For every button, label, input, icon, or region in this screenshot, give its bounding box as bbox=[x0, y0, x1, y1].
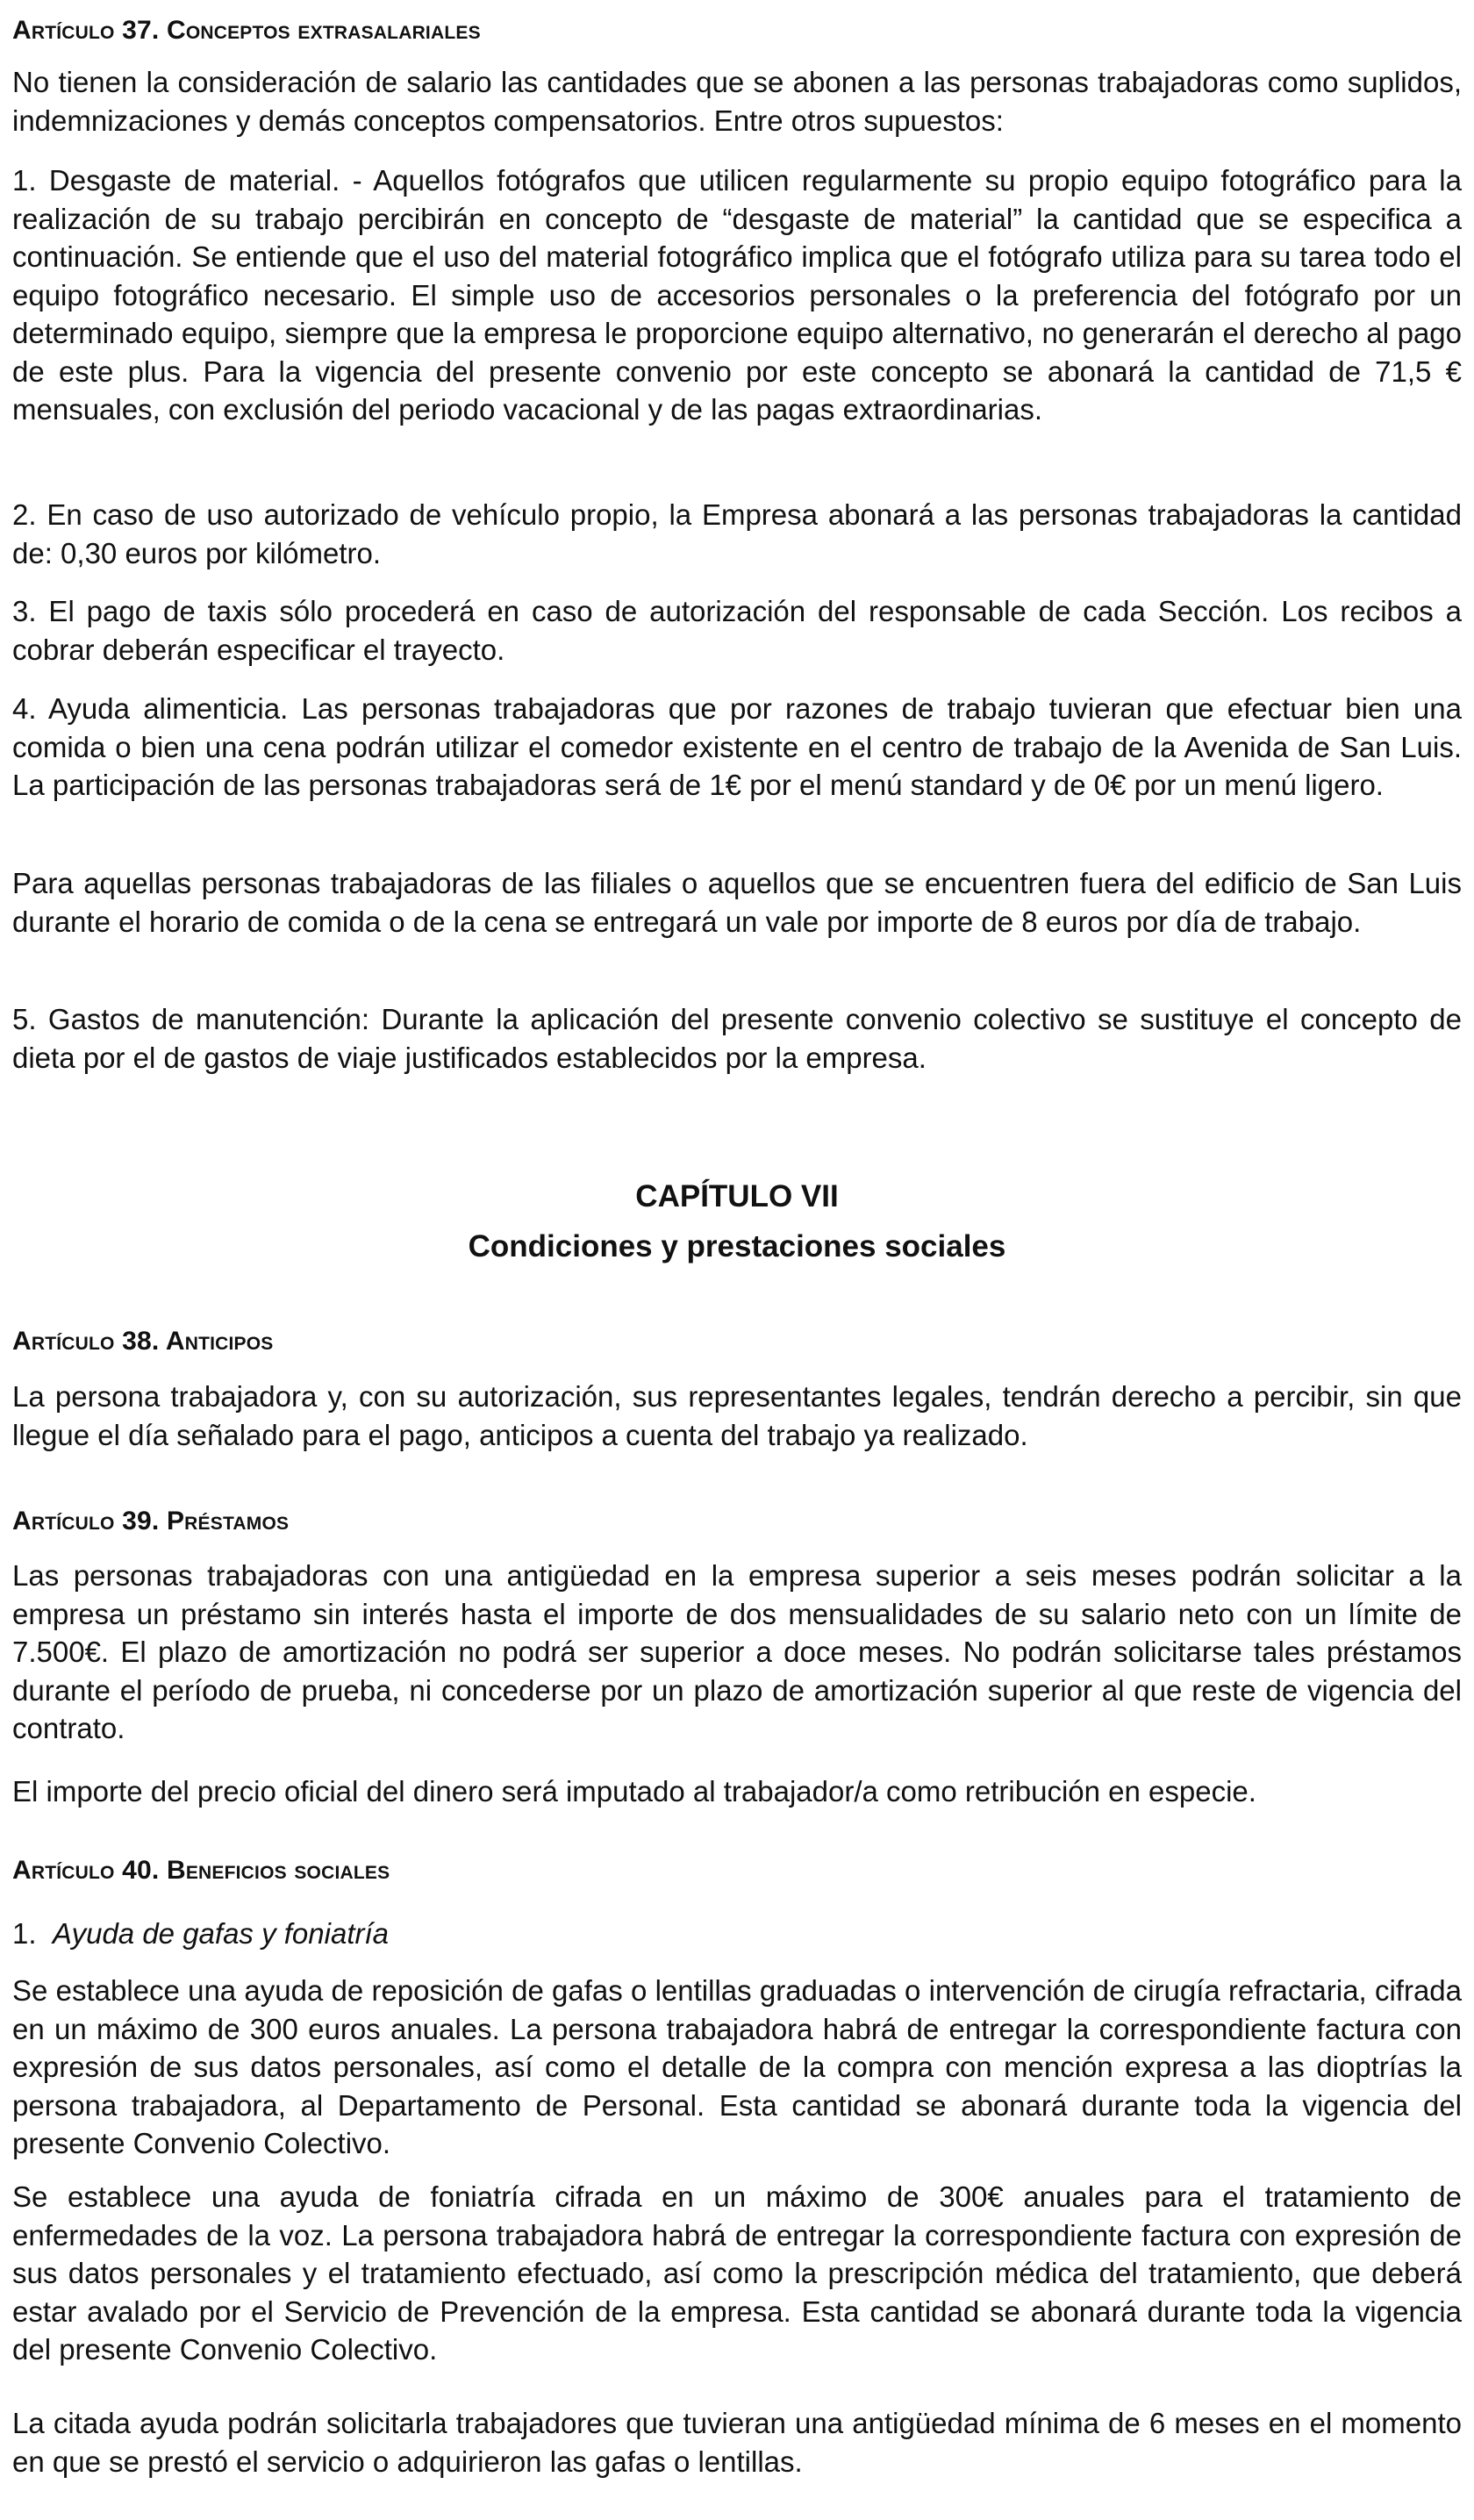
article-37-paragraph-1: No tienen la consideración de salario las cantidades que se abonen a las personas trabajadoras como suplidos, indemnizaciones y demás conceptos compensatorios. Entre otros supuestos: bbox=[12, 66, 1462, 137]
subsection-number: 1. bbox=[12, 1917, 37, 1950]
article-37-item-3: 3. El pago de taxis sólo procederá en caso de autorización del responsable de cada Sección. Los recibos a cobrar deberán especificar el trayecto. bbox=[12, 595, 1462, 666]
article-37-item-4-continuation: Para aquellas personas trabajadoras de las filiales o aquellos que se encuentren fuera del edificio de San Luis durante el horario de comida o de la cena se entregará un vale por importe de 8 euros por día de trabajo. bbox=[12, 867, 1462, 938]
chapter-number: CAPÍTULO VII bbox=[635, 1179, 839, 1213]
article-39-paragraph-2: El importe del precio oficial del dinero será imputado al trabajador/a como retribución en especie. bbox=[12, 1775, 1256, 1808]
article-40-paragraph-2: Se establece una ayuda de foniatría cifrada en un máximo de 300€ anuales para el tratamiento de enfermedades de la voz. La persona trabajadora habrá de entregar la correspondiente factura con expresión de sus datos personales y el tratamiento efectuado, así como la prescripción médica del tratamiento, que deberá estar avalado por el Servicio de Prevención de la empresa. Esta cantidad se abonará durante toda la vigencia del presente Convenio Colectivo. bbox=[12, 2180, 1462, 2366]
article-39-title: Artículo 39. Préstamos bbox=[12, 1507, 290, 1536]
article-39-paragraph-1: Las personas trabajadoras con una antigüedad en la empresa superior a seis meses podrán solicitar a la empresa un préstamo sin interés hasta el importe de dos mensualidades de su salario neto con un límite de 7.500€. El plazo de amortización no podrá ser superior a doce meses. No podrán solicitarse tales préstamos durante el período de prueba, ni concederse por un plazo de amortización superior al que reste de vigencia del contrato. bbox=[12, 1559, 1462, 1744]
article-38-paragraph-1: La persona trabajadora y, con su autorización, sus representantes legales, tendrán derecho a percibir, sin que llegue el día señalado para el pago, anticipos a cuenta del trabajo ya realizado. bbox=[12, 1380, 1462, 1451]
article-37-item-4: 4. Ayuda alimenticia. Las personas trabajadoras que por razones de trabajo tuvieran que efectuar bien una comida o bien una cena podrán utilizar el comedor existente en el centro de trabajo de la Avenida de San Luis. La participación de las personas trabajadoras será de 1€ por el menú standard y de 0€ por un menú ligero. bbox=[12, 692, 1462, 801]
subsection-title: Ayuda de gafas y foniatría bbox=[52, 1917, 390, 1950]
article-40-title: Artículo 40. Beneficios sociales bbox=[12, 1856, 390, 1885]
article-40-subsection-heading bbox=[12, 1917, 389, 1951]
article-37-item-2: 2. En caso de uso autorizado de vehículo propio, la Empresa abonará a las personas trabajadoras la cantidad de: 0,30 euros por kilómetro. bbox=[12, 498, 1462, 569]
article-37-title: Artículo 37. Conceptos extrasalariales bbox=[12, 16, 481, 45]
article-37-item-1: 1. Desgaste de material. - Aquellos fotógrafos que utilicen regularmente su propio equipo fotográfico para la realización de su trabajo percibirán en concepto de “desgaste de material” la cantidad que se especifica a continuación. Se entiende que el uso del material fotográfico implica que el fotógrafo utiliza para su tarea todo el equipo fotográfico necesario. El simple uso de accesorios personales o la preferencia del fotógrafo por un determinado equipo, siempre que la empresa le proporcione equipo alternativo, no generarán el derecho al pago de este plus. Para la vigencia del presente convenio por este concepto se abonará la cantidad de 71,5 € mensuales, con exclusión del periodo vacacional y de las pagas extraordinarias. bbox=[12, 164, 1462, 426]
article-40-paragraph-1: Se establece una ayuda de reposición de gafas o lentillas graduadas o intervención de cirugía refractaria, cifrada en un máximo de 300 euros anuales. La persona trabajadora habrá de entregar la correspondiente factura con expresión de sus datos personales, así como el detalle de la compra con mención expresa a las dioptrías la persona trabajadora, al Departamento de Personal. Esta cantidad se abonará durante toda la vigencia del presente Convenio Colectivo. bbox=[12, 1974, 1462, 2159]
article-37-item-5: 5. Gastos de manutención: Durante la aplicación del presente convenio colectivo se sustituye el concepto de dieta por el de gastos de viaje justificados establecidos por la empresa. bbox=[12, 1003, 1462, 1074]
article-40-paragraph-3: La citada ayuda podrán solicitarla trabajadores que tuvieran una antigüedad mínima de 6 meses en el momento en que se prestó el servicio o adquirieron las gafas o lentillas. bbox=[12, 2407, 1462, 2478]
article-38-title: Artículo 38. Anticipos bbox=[12, 1327, 274, 1356]
chapter-title: Condiciones y prestaciones sociales bbox=[468, 1229, 1006, 1264]
